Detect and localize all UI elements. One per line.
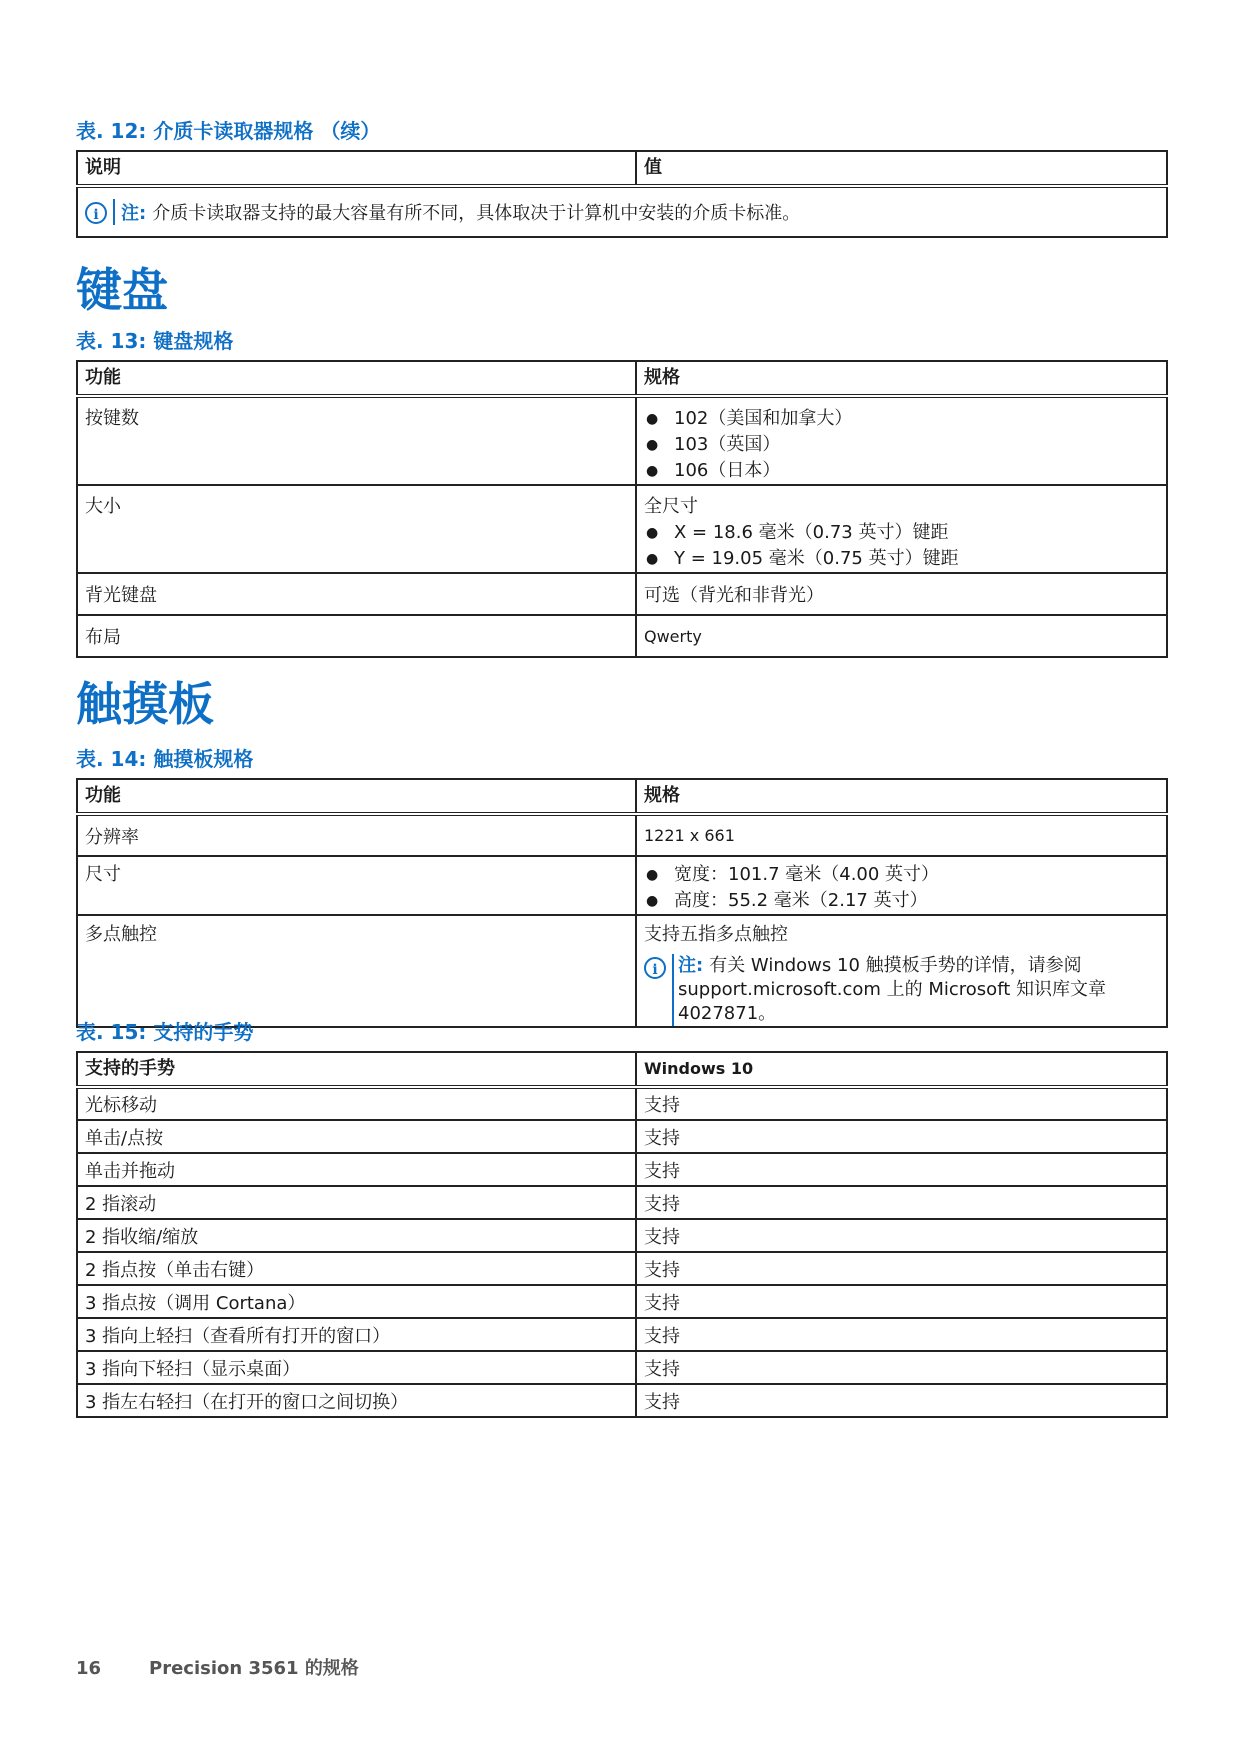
gesture-name: 2 指收缩/缩放	[77, 1219, 636, 1252]
table-row	[77, 1285, 1167, 1318]
table-14	[76, 778, 1168, 1028]
row-label: 背光键盘	[77, 573, 636, 615]
gesture-support: 支持	[636, 1186, 1167, 1219]
gesture-name: 3 指点按（调用 Cortana）	[77, 1285, 636, 1318]
table-13-header-feature: 功能	[77, 361, 636, 396]
gesture-name: 单击/点按	[77, 1120, 636, 1153]
table-12-caption: 表. 12: 介质卡读取器规格 （续）	[76, 119, 381, 143]
table-13-header-spec: 规格	[636, 361, 1167, 396]
table-12-note-cell	[77, 186, 1167, 237]
row-label: 多点触控	[77, 915, 636, 1027]
gesture-support: 支持	[636, 1087, 1167, 1120]
info-icon: i	[644, 957, 666, 979]
list-item: ● Y = 19.05 毫米（0.75 英寸）键距	[644, 546, 1159, 572]
dimension-list	[644, 862, 1159, 914]
table-row	[77, 1318, 1167, 1351]
table-12	[76, 150, 1168, 238]
gesture-name: 光标移动	[77, 1087, 636, 1120]
list-item: ● 102（美国和加拿大）	[644, 406, 1159, 432]
info-icon: i	[85, 202, 107, 224]
row-value: Qwerty	[636, 615, 1167, 657]
table-row	[77, 1219, 1167, 1252]
note	[644, 954, 1159, 1026]
page-footer	[76, 1654, 359, 1680]
table-12-header-desc: 说明	[77, 151, 636, 186]
note-label: 注:	[121, 203, 147, 224]
page-number: 16	[76, 1658, 102, 1679]
section-title-touchpad: 触摸板	[76, 677, 214, 731]
gesture-name: 3 指向下轻扫（显示桌面）	[77, 1351, 636, 1384]
key-pitch-list	[644, 520, 1159, 572]
table-15-header-gesture: 支持的手势	[77, 1052, 636, 1087]
row-value: 1221 x 661	[636, 814, 1167, 856]
gesture-name: 3 指向上轻扫（查看所有打开的窗口）	[77, 1318, 636, 1351]
row-label: 分辨率	[77, 814, 636, 856]
row-value: 可选（背光和非背光）	[636, 573, 1167, 615]
table-row	[77, 1153, 1167, 1186]
table-row	[77, 1087, 1167, 1120]
gesture-name: 2 指滚动	[77, 1186, 636, 1219]
table-14-caption: 表. 14: 触摸板规格	[76, 747, 254, 771]
note-divider	[113, 199, 115, 225]
table-row	[77, 1186, 1167, 1219]
list-item: ● X = 18.6 毫米（0.73 英寸）键距	[644, 520, 1159, 546]
gesture-support: 支持	[636, 1252, 1167, 1285]
gesture-support: 支持	[636, 1120, 1167, 1153]
table-row	[77, 573, 1167, 615]
table-13	[76, 360, 1168, 658]
row-value: 全尺寸	[644, 496, 698, 517]
gesture-name: 单击并拖动	[77, 1153, 636, 1186]
table-15-header-os: Windows 10	[636, 1052, 1167, 1087]
gesture-support: 支持	[636, 1219, 1167, 1252]
key-count-list	[644, 406, 1159, 484]
row-label: 按键数	[77, 396, 636, 485]
gesture-name: 2 指点按（单击右键）	[77, 1252, 636, 1285]
table-row	[77, 485, 1167, 573]
table-row	[77, 1120, 1167, 1153]
table-14-header-feature: 功能	[77, 779, 636, 814]
table-row	[77, 1252, 1167, 1285]
table-row	[77, 856, 1167, 915]
row-label: 大小	[77, 485, 636, 573]
list-item: ● 高度：55.2 毫米（2.17 英寸）	[644, 888, 1159, 914]
note	[85, 199, 1159, 225]
table-row	[77, 1384, 1167, 1417]
list-item: ● 103（英国）	[644, 432, 1159, 458]
note-divider	[672, 954, 674, 1026]
gesture-support: 支持	[636, 1351, 1167, 1384]
table-row	[77, 915, 1167, 1027]
table-15	[76, 1051, 1168, 1418]
list-item: ● 106（日本）	[644, 458, 1159, 484]
table-15-caption: 表. 15: 支持的手势	[76, 1020, 254, 1044]
row-label: 尺寸	[77, 856, 636, 915]
table-row	[77, 1351, 1167, 1384]
note-text-line1: 有关 Windows 10 触摸板手势的详情，请参阅	[709, 955, 1082, 976]
table-row	[77, 814, 1167, 856]
table-14-header-spec: 规格	[636, 779, 1167, 814]
row-label: 布局	[77, 615, 636, 657]
gesture-support: 支持	[636, 1285, 1167, 1318]
footer-doc-title: Precision 3561 的规格	[149, 1658, 359, 1679]
table-12-header-value: 值	[636, 151, 1167, 186]
gesture-name: 3 指左右轻扫（在打开的窗口之间切换）	[77, 1384, 636, 1417]
list-item: ● 宽度：101.7 毫米（4.00 英寸）	[644, 862, 1159, 888]
section-title-keyboard: 键盘	[76, 263, 168, 317]
table-row	[77, 396, 1167, 485]
note-text: 介质卡读取器支持的最大容量有所不同，具体取决于计算机中安装的介质卡标准。	[152, 203, 801, 224]
row-value: 支持五指多点触控	[644, 924, 788, 945]
table-row	[77, 615, 1167, 657]
gesture-support: 支持	[636, 1153, 1167, 1186]
gesture-support: 支持	[636, 1384, 1167, 1417]
gesture-support: 支持	[636, 1318, 1167, 1351]
note-text-line2: support.microsoft.com 上的 Microsoft 知识库文章 4027871。	[678, 979, 1106, 1024]
note-label: 注:	[678, 955, 704, 976]
table-13-caption: 表. 13: 键盘规格	[76, 329, 234, 353]
